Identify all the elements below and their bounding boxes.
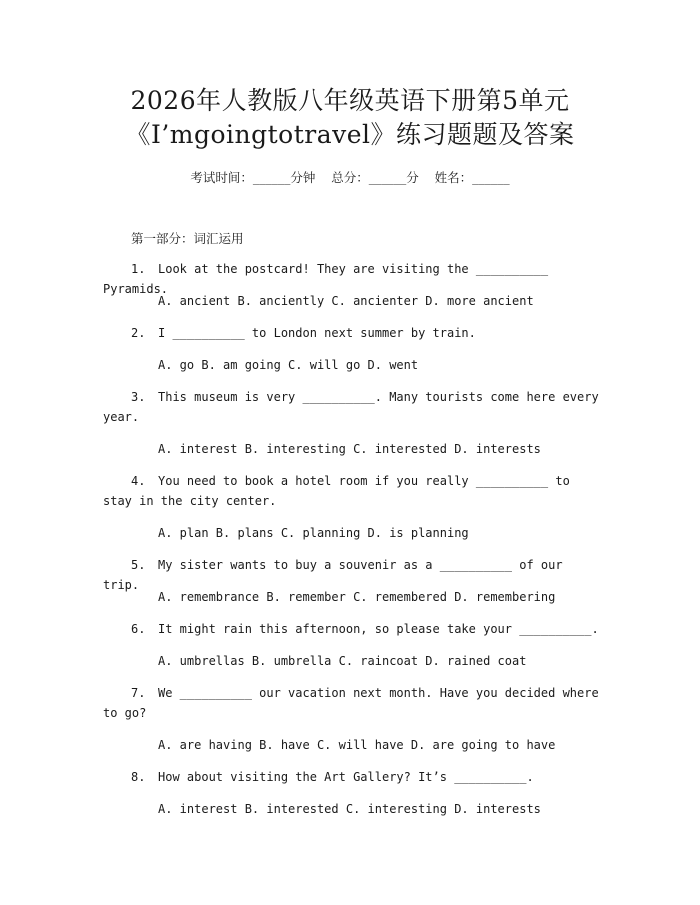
question-number: 7. bbox=[131, 686, 146, 700]
question-text: We __________ our vacation next month. Have you decided where to go? bbox=[103, 686, 606, 720]
question-4 bbox=[103, 471, 603, 511]
title-line-2: 《I’mgoingtotravel》练习题题及答案 bbox=[125, 120, 575, 149]
question-3-options: A. interest B. interesting C. interested D. interests bbox=[158, 442, 541, 456]
question-text: This museum is very __________. Many tourists come here every year. bbox=[103, 390, 606, 424]
question-6-options: A. umbrellas B. umbrella C. raincoat D. rained coat bbox=[158, 654, 527, 668]
question-1-options: A. ancient B. anciently C. ancienter D. more ancient bbox=[158, 294, 534, 308]
question-3 bbox=[103, 387, 606, 427]
question-8 bbox=[103, 767, 603, 787]
question-7 bbox=[103, 683, 606, 723]
section-heading: 第一部分：词汇运用 bbox=[131, 231, 244, 246]
question-text: You need to book a hotel room if you really __________ to stay in the city center. bbox=[103, 474, 578, 508]
question-7-options: A. are having B. have C. will have D. are going to have bbox=[158, 738, 556, 752]
question-number: 4. bbox=[131, 474, 146, 488]
question-text: It might rain this afternoon, so please take your __________. bbox=[158, 622, 599, 636]
exam-info-line: 考试时间：______分钟 总分：______分 姓名：______ bbox=[190, 170, 510, 185]
question-text: My sister wants to buy a souvenir as a __________ of our trip. bbox=[103, 558, 570, 592]
question-6 bbox=[103, 619, 603, 639]
question-8-options: A. interest B. interested C. interesting D. interests bbox=[158, 802, 541, 816]
question-5-options: A. remembrance B. remember C. remembered D. remembering bbox=[158, 590, 556, 604]
question-2 bbox=[103, 323, 603, 343]
question-number: 5. bbox=[131, 558, 146, 572]
question-number: 8. bbox=[131, 770, 146, 784]
question-text: I __________ to London next summer by train. bbox=[158, 326, 476, 340]
question-2-options: A. go B. am going C. will go D. went bbox=[158, 358, 419, 372]
title-line-1: 2026年人教版八年级英语下册第5单元 bbox=[130, 86, 570, 115]
question-number: 1. bbox=[131, 262, 146, 276]
question-number: 3. bbox=[131, 390, 146, 404]
question-number: 6. bbox=[131, 622, 146, 636]
question-text: How about visiting the Art Gallery? It’s __________. bbox=[158, 770, 534, 784]
question-text: Look at the postcard! They are visiting the __________ Pyramids. bbox=[103, 262, 556, 296]
question-number: 2. bbox=[131, 326, 146, 340]
question-4-options: A. plan B. plans C. planning D. is planning bbox=[158, 526, 469, 540]
